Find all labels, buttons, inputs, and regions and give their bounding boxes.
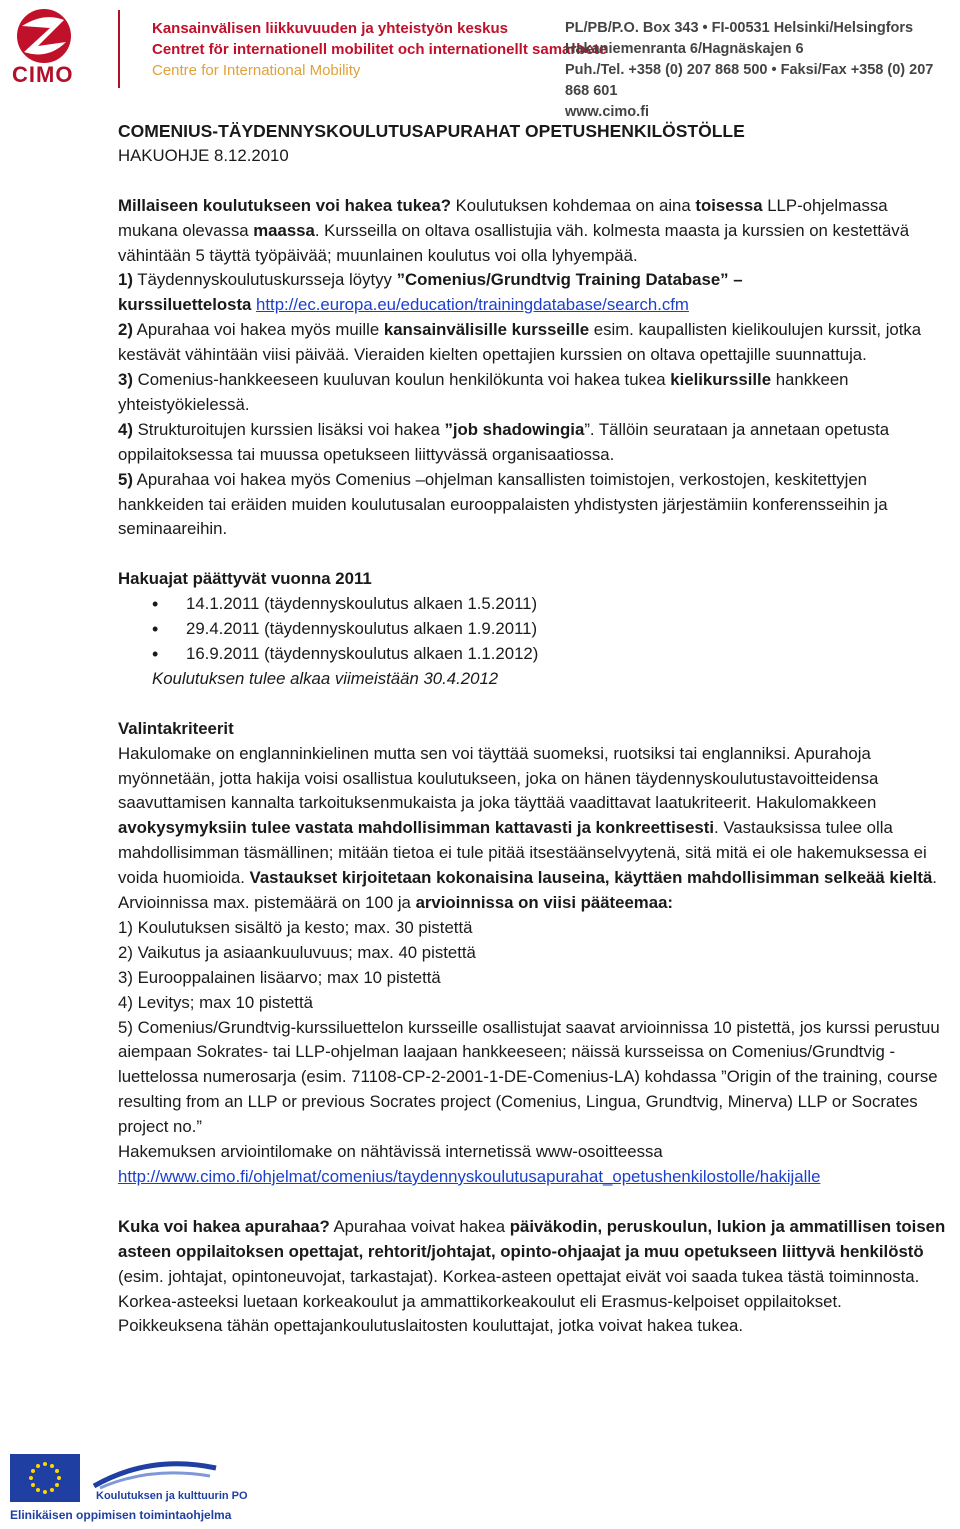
- criteria-item: 5) Comenius/Grundtvig-kurssiluettelon kursseille osallistujat saavat arvioinnissa 10 pistettä, jos kurssi perustuu aiempaan Sokrates- tai LLP-ohjelman laajaan hankkeeseen; näissä kursseissa on Comenius/Grundtvig -luettelossa numerosarja (esim. 71108-CP-2-2001-1-DE-Comenius-LA) kohdassa ”Origin of the training, course resulting from an LLP or previous Socrates project (Comenius, Lingua, Grundtvig, Minerva) LLP or Socrates project no.”: [118, 1017, 940, 1137]
- swoosh-icon: [90, 1460, 220, 1490]
- training-database-link[interactable]: http://ec.europa.eu/education/trainingdatabase/search.cfm: [256, 295, 689, 315]
- list-item: • 29.4.2011 (täydennyskoulutus alkaen 1.9.2011): [118, 617, 948, 642]
- item-1: 1) Täydennyskoulutuskursseja löytyy ”Comenius/Grundtvig Training Database” – kurssiluettelosta http://ec.europa.eu/education/trainingdatabase/search.cfm: [118, 270, 743, 315]
- org-name-sv: Centret för internationell mobilitet och internationellt samarbete: [152, 41, 608, 58]
- item-3: 3) Comenius-hankkeeseen kuuluvan koulun henkilökunta voi hakea tukea kielikurssille hankkeen yhteistyökielessä.: [118, 370, 849, 414]
- footer-programme-text: Elinikäisen oppimisen toimintaohjelma: [10, 1508, 232, 1522]
- deadline-list: [118, 592, 948, 667]
- intro-question: Millaiseen koulutukseen voi hakea tukea?: [118, 195, 451, 215]
- org-name-en: Centre for International Mobility: [152, 62, 361, 79]
- address-line-1: PL/PB/P.O. Box 343 • FI-00531 Helsinki/Helsingfors: [565, 20, 914, 36]
- web-line: www.cimo.fi: [565, 104, 650, 120]
- item-5: 5) Apurahaa voi hakea myös Comenius –ohjelman kansallisten toimistojen, verkostojen, keskitettyjen hankkeiden tai eräiden muiden koulutusalan eurooppalaisten yhdistysten järjestämiin konferensseihin ja seminaareihin.: [118, 469, 888, 539]
- who-question: Kuka voi hakea apurahaa?: [118, 1216, 330, 1236]
- cimo-emblem-icon: [8, 6, 84, 66]
- contact-address: [565, 18, 960, 123]
- criteria-heading: Valintakriteerit: [118, 718, 234, 738]
- criteria-item: 1) Koulutuksen sisältö ja kesto; max. 30 pistettä: [118, 917, 473, 937]
- document-body: [118, 119, 948, 1339]
- intro-paragraph: Millaiseen koulutukseen voi hakea tukea? Koulutuksen kohdemaa on aina toisessa LLP-ohjelmassa mukana olevassa maassa. Kursseilla on oltava osallistujia väh. kolmesta maasta ja kurssien on kestettävä vähintään 5 täyttä työpäivää; muunlainen koulutus voi olla lyhyempää.: [118, 195, 910, 265]
- org-name-fi: Kansainvälisen liikkuvuuden ja yhteistyön keskus: [152, 20, 508, 37]
- eu-footer-logo: [10, 1452, 310, 1524]
- criteria-item: 3) Eurooppalainen lisäarvo; max 10 pistettä: [118, 967, 441, 987]
- list-item: • 16.9.2011 (täydennyskoulutus alkaen 1.1.2012): [118, 642, 948, 667]
- document-subtitle: HAKUOHJE 8.12.2010: [118, 145, 289, 165]
- criteria-paragraph: Hakulomake on englanninkielinen mutta sen voi täyttää suomeksi, ruotsiksi tai englanniksi. Apurahoja myönnetään, jotta hakija voisi osallistua koulutukseen, joka on hänen täydennyskoulutustavoitteidensa saavuttamisen kannalta tarkoituksenmukaista ja joka täyttää vaadittavat laatukriteerit. Hakulomakkeen avokysymyksiin tulee vastata mahdollisimman kattavasti ja konkreettisesti. Vastauksissa tulee olla mahdollisimman täsmällinen; mitään tietoa ei tule pitää itsestäänselvyytenä, sitä mitä ei ole hakemuksessa ei voida huomioida. Vastaukset kirjoitetaan kokonaisina lauseina, käyttäen mahdollisimman selkeää kieltä. Arvioinnissa max. pistemäärä on 100 ja arvioinnissa on viisi pääteemaa:: [118, 743, 937, 913]
- evaluation-form-link[interactable]: http://www.cimo.fi/ohjelmat/comenius/taydennyskoulutusapurahat_opetushenkilostolle/hakijalle: [118, 1167, 821, 1187]
- who-paragraph: Kuka voi hakea apurahaa? Apurahaa voivat hakea päiväkodin, peruskoulun, lukion ja ammatillisen toisen asteen oppilaitoksen opettajat, rehtorit/johtajat, opinto-ohjaajat ja muu opetukseen liittyvä henkilöstö (esim. johtajat, opintoneuvojat, tarkastajat). Korkea-asteen opettajat eivät voi saada tukea tästä toiminnosta. Korkea-asteeksi luetaan korkeakoulut ja ammattikorkeakoulut eli Erasmus-kelpoiset oppilaitokset. Poikkeuksena tähän opettajankoulutuslaitosten kouluttajat, jotka voivat hakea tukea.: [118, 1216, 946, 1336]
- criteria-item: 2) Vaikutus ja asiaankuuluvuus; max. 40 pistettä: [118, 942, 476, 962]
- criteria-item: 4) Levitys; max 10 pistettä: [118, 992, 313, 1012]
- deadline-note: Koulutuksen tulee alkaa viimeistään 30.4.2012: [152, 668, 499, 688]
- address-line-2: Hakaniemenranta 6/Hagnäskajen 6: [565, 41, 804, 57]
- letterhead: [0, 0, 960, 120]
- item-4: 4) Strukturoitujen kurssien lisäksi voi hakea ”job shadowingia”. Tällöin seurataan ja annetaan opetusta oppilaitoksessa tai muussa opetukseen liittyvässä organisaatiossa.: [118, 419, 890, 464]
- deadlines-heading: Hakuajat päättyvät vuonna 2011: [118, 569, 372, 589]
- evaluation-form-text: Hakemuksen arviointilomake on nähtävissä internetissä www-osoitteessa: [118, 1142, 663, 1162]
- list-item: • 14.1.2011 (täydennyskoulutus alkaen 1.5.2011): [118, 592, 948, 617]
- eu-flag-icon: [10, 1454, 80, 1502]
- phone-line: Puh./Tel. +358 (0) 207 868 500 • Faksi/Fax +358 (0) 207 868 601: [565, 62, 934, 99]
- item-2: 2) Apurahaa voi hakea myös muille kansainvälisille kursseille esim. kaupallisten kielikoulujen kurssit, jotka kestävät vähintään viisi päivää. Vieraiden kielten opettajien kurssien on oltava opettajille suunnattuja.: [118, 320, 922, 365]
- document-title: COMENIUS-TÄYDENNYSKOULUTUSAPURAHAT OPETUSHENKILÖSTÖLLE: [118, 121, 745, 141]
- organization-names: [152, 18, 607, 81]
- footer-dg-text: Koulutuksen ja kulttuurin PO: [96, 1490, 248, 1502]
- logo-text: CIMO: [12, 62, 74, 87]
- header-divider: [118, 10, 120, 88]
